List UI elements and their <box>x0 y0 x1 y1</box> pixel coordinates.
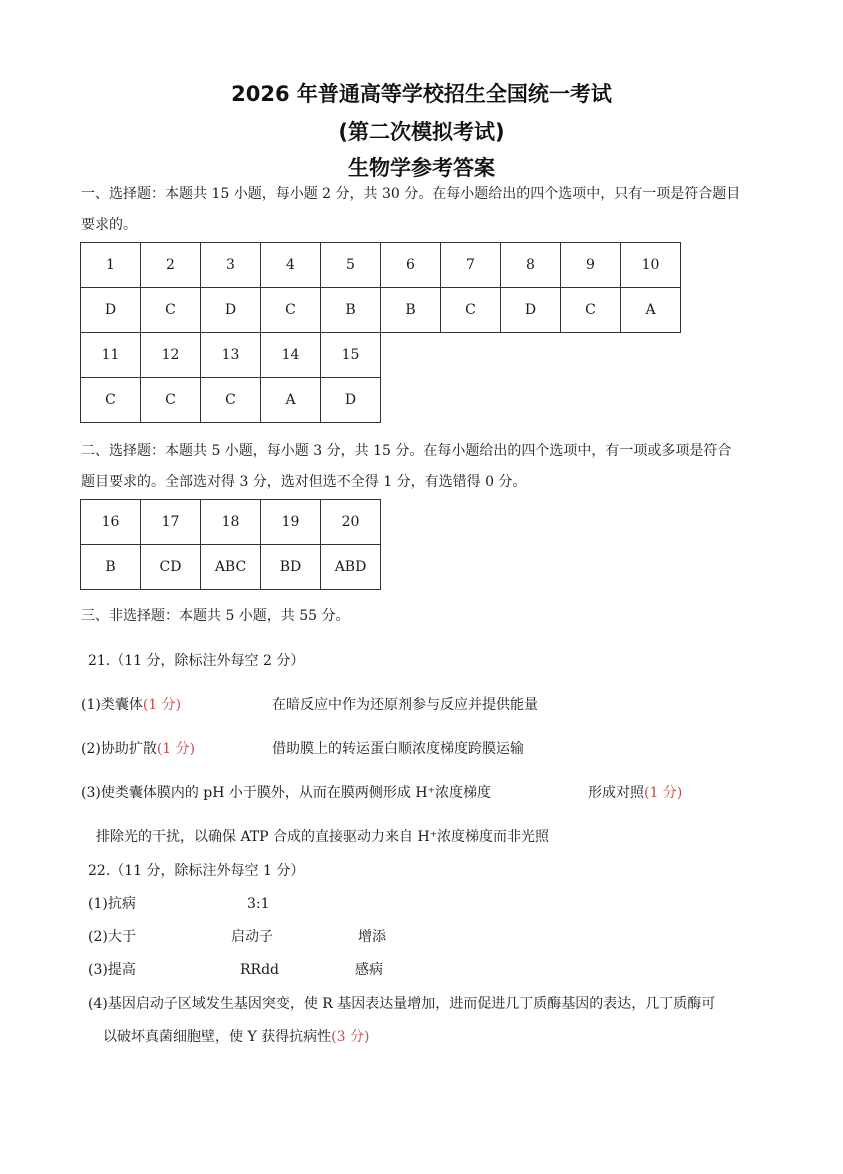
q22-answer-4-line2 <box>103 1027 369 1047</box>
section1-answer-table <box>80 242 681 423</box>
q22-answer-2: (2)大于 <box>88 929 136 945</box>
q22-answer-3: (3)提高 <box>88 962 136 978</box>
answer-text: 以破坏真菌细胞壁，使 Y 获得抗病性 <box>103 1029 332 1045</box>
score-mark: (1 分) <box>644 785 683 801</box>
question-number: 5 <box>321 243 381 288</box>
answer-text: (2)协助扩散 <box>81 741 157 757</box>
answer-cell: C <box>201 378 261 423</box>
q22-answer-3-value: RRdd <box>240 962 280 978</box>
section1-intro-line2: 要求的。 <box>81 217 137 233</box>
table-row <box>81 333 681 378</box>
empty-cell <box>381 333 681 378</box>
question-number: 13 <box>201 333 261 378</box>
answer-cell: D <box>321 378 381 423</box>
q21-answer-1-explanation: 在暗反应中作为还原剂参与反应并提供能量 <box>272 697 538 713</box>
answer-cell: BD <box>261 545 321 590</box>
answer-cell: C <box>561 288 621 333</box>
answer-text: 形成对照 <box>588 785 644 801</box>
exam-title: 2026 年普通高等学校招生全国统一考试 <box>231 82 612 106</box>
q22-answer-1: (1)抗病 <box>88 896 136 912</box>
q21-answer-2-explanation: 借助膜上的转运蛋白顺浓度梯度跨膜运输 <box>272 741 524 757</box>
question-number: 7 <box>441 243 501 288</box>
answer-cell: D <box>501 288 561 333</box>
answer-cell: C <box>441 288 501 333</box>
answer-cell: B <box>321 288 381 333</box>
answer-key-title: 生物学参考答案 <box>348 156 495 180</box>
answer-cell: CD <box>141 545 201 590</box>
answer-cell: A <box>261 378 321 423</box>
q21-answer-3-line2: 排除光的干扰，以确保 ATP 合成的直接驱动力来自 H⁺浓度梯度而非光照 <box>96 829 550 845</box>
q22-answer-4-line1: (4)基因启动子区域发生基因突变，使 R 基因表达量增加，进而促进几丁质酶基因的表达，几丁质酶可 <box>88 996 716 1012</box>
score-mark: (1 分) <box>142 697 182 713</box>
answer-cell: C <box>81 378 141 423</box>
answer-cell: B <box>381 288 441 333</box>
q22-header: 22.（11 分，除标注外每空 1 分） <box>88 863 305 879</box>
answer-cell: B <box>81 545 141 590</box>
answer-cell: A <box>621 288 681 333</box>
answer-cell: C <box>141 288 201 333</box>
section2-intro-line2: 题目要求的。全部选对得 3 分，选对但选不全得 1 分，有选错得 0 分。 <box>81 474 527 490</box>
answer-text: (1)类囊体 <box>81 697 143 713</box>
question-number: 18 <box>201 500 261 545</box>
answer-cell: C <box>141 378 201 423</box>
question-number: 15 <box>321 333 381 378</box>
question-number: 17 <box>141 500 201 545</box>
question-number: 20 <box>321 500 381 545</box>
section3-intro: 三、非选择题：本题共 5 小题，共 55 分。 <box>81 608 350 624</box>
question-number: 3 <box>201 243 261 288</box>
q22-answer-3-value2: 感病 <box>355 962 383 978</box>
answer-cell: D <box>81 288 141 333</box>
answer-cell: D <box>201 288 261 333</box>
table-row <box>81 243 681 288</box>
q21-answer-3-right <box>588 783 682 803</box>
empty-cell <box>381 378 681 423</box>
question-number: 4 <box>261 243 321 288</box>
q21-answer-1 <box>81 695 181 715</box>
question-number: 12 <box>141 333 201 378</box>
question-number: 19 <box>261 500 321 545</box>
score-mark: (3 分) <box>331 1029 370 1045</box>
exam-subtitle: (第二次模拟考试) <box>338 120 505 144</box>
question-number: 8 <box>501 243 561 288</box>
section2-answer-table <box>80 499 381 590</box>
question-number: 2 <box>141 243 201 288</box>
answer-cell: ABD <box>321 545 381 590</box>
table-row <box>81 545 381 590</box>
question-number: 1 <box>81 243 141 288</box>
q22-answer-2-value2: 增添 <box>358 929 386 945</box>
question-number: 10 <box>621 243 681 288</box>
question-number: 6 <box>381 243 441 288</box>
answer-cell: ABC <box>201 545 261 590</box>
score-mark: (1 分) <box>156 741 196 757</box>
table-row <box>81 288 681 333</box>
q22-answer-2-value: 启动子 <box>231 929 273 945</box>
section2-intro-line1: 二、选择题：本题共 5 小题，每小题 3 分，共 15 分。在每小题给出的四个选项中，有一项或多项是符合 <box>81 443 732 459</box>
answer-cell: C <box>261 288 321 333</box>
table-row <box>81 378 681 423</box>
q21-header: 21.（11 分，除标注外每空 2 分） <box>88 653 305 669</box>
question-number: 16 <box>81 500 141 545</box>
q22-answer-1-value: 3:1 <box>247 896 270 912</box>
section1-intro-line1: 一、选择题：本题共 15 小题，每小题 2 分，共 30 分。在每小题给出的四个选项中，只有一项是符合题目 <box>81 186 741 202</box>
table-row <box>81 500 381 545</box>
question-number: 11 <box>81 333 141 378</box>
q21-answer-3: (3)使类囊体膜内的 pH 小于膜外，从而在膜两侧形成 H⁺浓度梯度 <box>81 785 491 801</box>
question-number: 9 <box>561 243 621 288</box>
question-number: 14 <box>261 333 321 378</box>
q21-answer-2 <box>81 739 195 759</box>
